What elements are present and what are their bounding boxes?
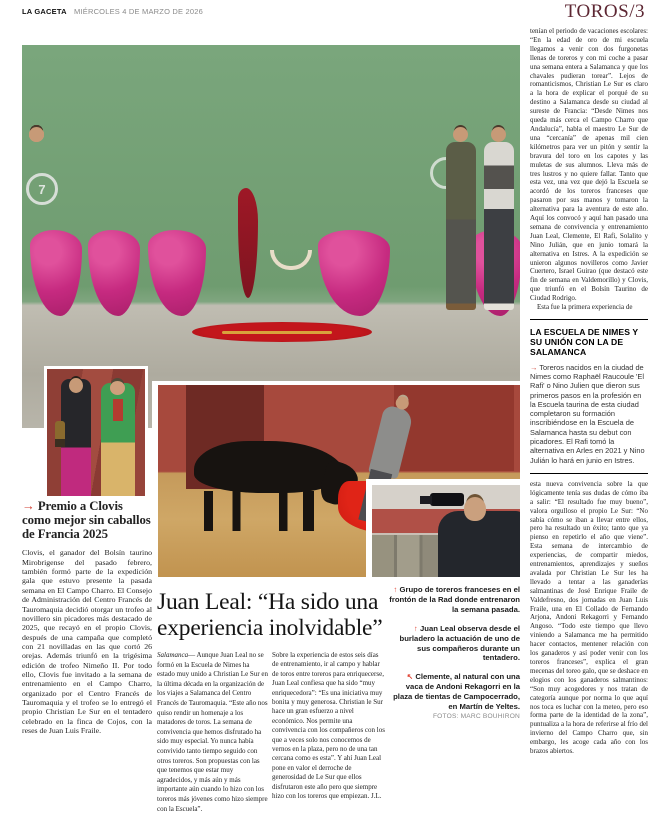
caption-group-photo [388, 585, 520, 615]
section-label: TOROS/3 [564, 1, 645, 22]
sidebar-box-title: LA ESCUELA DE NIMES Y SU UNIÓN CON LA DE SALAMANCA [530, 327, 639, 358]
torero-figure [484, 142, 514, 310]
arrow-up-icon: ↑ [414, 623, 418, 633]
caption-burladero-photo [388, 624, 520, 664]
right-story-part1: tenían el periodo de vacaciones escolares: “En la edad de oro de mi escuela llegamos a venir con dos furgonetas llenas de toreros y con mi coche a pasar una semana entera a Salamanca y que los chavales pudieran torear”. Lejos de romanticismos, Christian Le Sur es claro a la hora de explicar el porqué de su destino a Salamanca desde su ciudad al sureste de Francia: “Desde Nimes nos queda más cerca el Campo Charro que Andalucía”, habla el maestro Le Sur de una “cercanía” de apenas mil cien kilómetros para ver un pitón y sentir la bravura del toro en los capotes y las muletas de sus alumnos. Lleva más de tres lustros y no quiere fallar. Tanto que esta vez, una vez que dejó la Escuela se acordó de los toreros franceses que pasaron por sus manos y tomaron la alternativa para la aventura de este año. Aquí los convocó y aquí han pasado una semana de convivencia y entrenamiento Juan Leal, Clemente, El Rafi, Solalito y Nino Julián, que en junio tomará la alternativa en Istres. A la expedición se unieron algunos novilleros como Javier Cuertero, Israel Guirao (que destacó este fin de semana en Valdemorillo) y Clovis, que triunfó en el Bolsín Taurino de Ciudad Rodrigo. [530, 27, 648, 303]
bull-horns-prop [270, 250, 312, 270]
dateline: Salamanca [157, 651, 189, 659]
main-headline: Juan Leal: “Ha sido una experiencia inolvidable” [157, 589, 383, 641]
article-text: — Aunque Juan Leal no se formó en la Escuela de Nimes ha estado muy unido a Christian Le Sur en la última década en la organización de los viajes a Salamanca del Centro Francés de Tauromaquia. “Este año nos quiso rendir un homenaje a los matadores de toros. La semana de convivencia que hemos disfrutado ha sido muy especial. Yo nunca había convivido tanto tiempo seguido con otros toreros. Son propuestas con las que tenemos que estar muy agradecidos, y más aún y más importante aún cuando lo hizo con los toreros más jóvenes como hizo siempre con la Escuela”. [157, 651, 269, 813]
left-story-title-text: Premio a Clovis como mejor sin caballos de Francia 2025 [22, 499, 151, 541]
paper-name: LA GACETA [22, 7, 67, 16]
photo-credit: FOTOS: MARC BOUHIRON [432, 712, 520, 720]
masthead [22, 7, 203, 16]
caption-tentadero-photo [388, 672, 520, 722]
photo-juan-leal-burladero [366, 479, 520, 577]
juan-leal-figure [438, 511, 520, 577]
article-column-1 [157, 651, 269, 814]
bull-figure [194, 441, 344, 493]
capote-pink [148, 230, 206, 316]
arrow-up-icon: ↑ [393, 585, 398, 594]
left-story-title [22, 500, 152, 541]
caption-text: Grupo de toreros franceses en el frontón de la Rad donde entrenaron la semana pasada. [389, 585, 520, 614]
photo-captions [388, 585, 520, 731]
edition-date: MIÉRCOLES 4 DE MARZO DE 2026 [74, 7, 203, 16]
red-capote-shoulder [238, 188, 258, 298]
caption-text: Clemente, al natural con una vaca de Andoni Rekagorri en la plaza de tientas de Campocerrado, en Martín de Yeltes. [393, 672, 520, 712]
fronton-wall-number: 7 [26, 173, 58, 205]
right-story [530, 27, 648, 833]
arrow-right-icon: → [22, 499, 35, 513]
sidebar-box-text: Toreros nacidos en la ciudad de Nimes como Raphaël Raucoule 'El Rafi' o Nino Julien que dieron sus primeros pasos en la profesión en la Escuela taurina de esta ciudad completaron su formación inscribiéndose en la Escuela de Salamanca hasta su debut con picadores. El Rafi tomó la alternativa en Arles en 2021 y Nino Julián lo hará en junio en Istres. [530, 362, 645, 465]
right-story-part2: esta nueva convivencia sobre la que lógicamente tenía sus dudas de cómo iba a salir: “El resultado fue muy bueno”, valora orgulloso el propio Le Sur: “No sabía cómo se iban a llevar entre ellos, pero ha resultado un éxito; tanto que ya pienso en repetirlo el año que viene”. Esta semana de intercambio de experiencias, de compartir miedos, entrenamientos, aprendizajes y sueños avalada por Christian Le Sur les ha llevado a tentar a las ganaderías salmantinas de José Enrique Fraile de Valdefresno, dos jornadas en Juan Luis Fraile, una en El Collado de Fernando Arjona, Andoni Rekagorri y Fernando Angoso. “Todo este tiempo que llevo viniendo a Salamanca me ha permitido hacer contactos, mentener relación con los ganaderos y así poder venir con los toreros franceses”, explica el gran mecenas del toreo galo, que se deshace en elogios con los ganaderos salmantinos: “Son muy acogedores y nos tratan de categoría aunque por norma lo que aquí nos toca es luchar con la meteo, pero eso forma parte de la identidad de la zona”, puntualiza a la hora de referirse al frío del invierno del Campo Charro que, sin embargo, les acoge cada año con los brazos abiertos. [530, 479, 648, 756]
plaza-wall-panel [394, 385, 514, 471]
left-story [22, 500, 152, 735]
sidebar-box [530, 319, 648, 474]
capote-pink [88, 230, 140, 316]
arrow-right-icon: → [530, 362, 538, 372]
capote-on-ground [192, 322, 372, 342]
torero-with-trophy [61, 379, 91, 497]
capote-pink [318, 230, 390, 316]
caption-text: Juan Leal observa desde el burladero la actuación de uno de sus compañeros durante un tentadero. [399, 623, 520, 663]
arrow-up-left-icon: ↖ [406, 672, 414, 682]
photo-clovis-trophy [44, 366, 148, 499]
torero-figure [446, 142, 476, 310]
right-story-part1-cont: Esta fue la primera experiencia de [537, 303, 633, 312]
camera-icon [430, 493, 464, 506]
christian-le-sur-figure [101, 383, 135, 497]
left-story-body: Clovis, el ganador del Bolsín taurino Mirobrigense del pasado febrero, también formó parte de la expedición gala que estuvo presente la pasada semana en El Campo Charro. El Consejo de Administración del Centro Francés de Tauromaquia decidió otorgar un trofeo al novillero sin picadores más destacado de 2025, que recayó en el propio Clovis, después de una campaña que completó con 21 novilladas en las que cortó 26 orejas. Además triunfó en la trigésima edición de trofeo Nimeño II. Por todo ello, Clovis fue invitado a la semana de entrenamiento en el Campo Charro, organizado por el Centro Francés de Tauromaquia y el trofeo se lo entregó el propio Christian Le Sur en el tentadero celebrado en la finca de Cojos, con la reses de Juan Luis Fraile. [22, 548, 152, 735]
torero-figure [22, 142, 52, 310]
sidebar-box-body [530, 363, 648, 465]
burladero-planks [372, 535, 446, 577]
trophy-statuette [55, 421, 65, 447]
article-column-2: Sobre la experiencia de estos seis días de entrenamiento, ir al campo y hablar de toros entre toreros para enriquecerse, Juan Leal confiesa que ha sido “muy enriquecedora”: “Es una iniciativa muy bonita y muy generosa. Christian le Sur hace un gran esfuerzo a nivel económico. Nos permite una convivencia con los compañeros con los que a veces solo nos conocemos de vernos en la plaza, pero no de una tan cercana como es esta”. Y ahí Juan Leal pone en valor el derroche de generosidad de Le Sur que ellos disfrutaron este año pero que siempre hizo con los toreros que empiezan. J.L. [272, 651, 385, 801]
